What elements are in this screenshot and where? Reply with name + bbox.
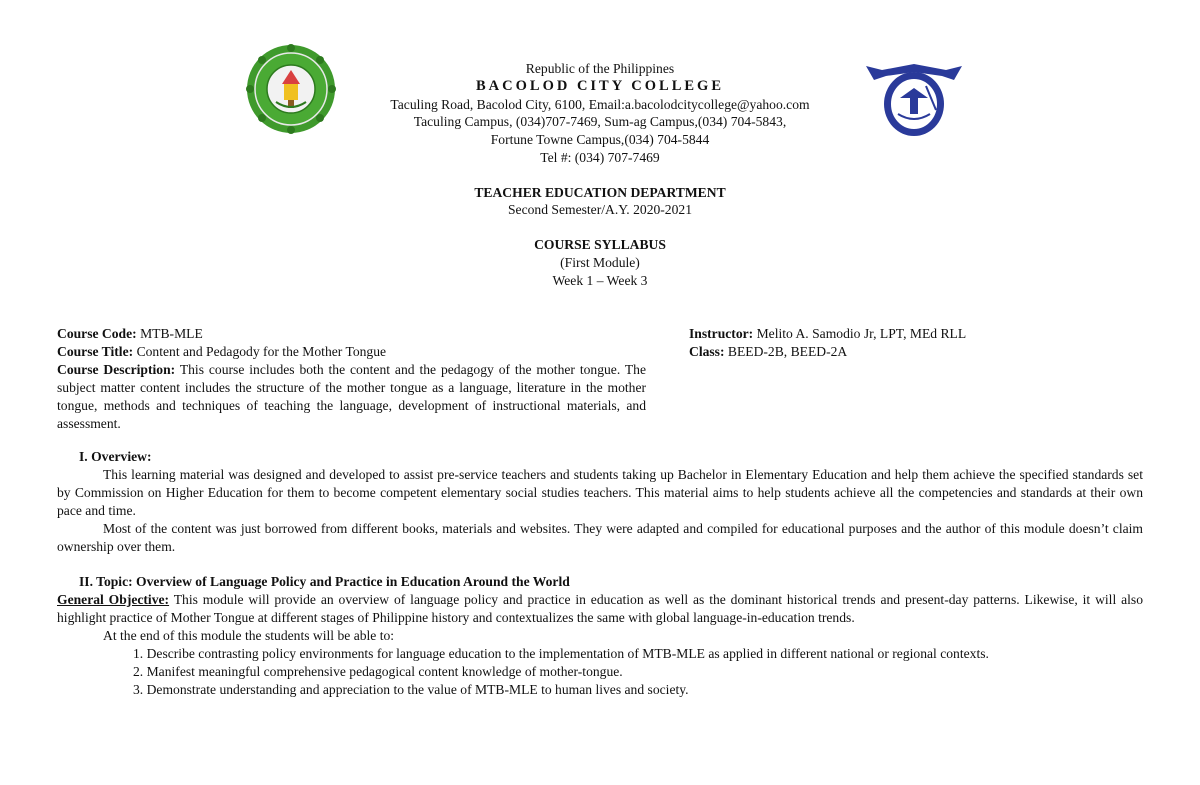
class-row — [689, 343, 1109, 361]
outcome-item: 1. Describe contrasting policy environments for language education to the implementation of MTB-MLE as applied in different national or regional contexts. — [133, 646, 989, 661]
address-line-2: Taculing Campus, (034)707-7469, Sum-ag Campus,(034) 704-5843, — [413, 114, 787, 129]
instructor-info — [689, 325, 1109, 361]
instructor-label: Instructor: — [689, 326, 754, 341]
course-code-row — [57, 325, 646, 343]
course-title-row — [57, 343, 646, 361]
course-code-label: Course Code: — [57, 326, 137, 341]
address-line-3: Fortune Towne Campus,(034) 704-5844 — [490, 132, 710, 147]
course-title-label: Course Title: — [57, 344, 134, 359]
semester-line: Second Semester/A.Y. 2020-2021 — [508, 202, 692, 217]
objective-text: This module will provide an overview of language policy and practice in education as well as the dominant historical trends and present-day patterns. Likewise, it will also highlight practice of Mother Tongue at different stages of Philippine history and contextualizes the same with global language-in-education trends. — [57, 592, 1143, 625]
overview-paragraph-2: Most of the content was just borrowed from different books, materials and websites. They were adapted and compiled for educational purposes and the author of this module doesn’t claim ownership over them. — [57, 521, 1143, 554]
republic-line: Republic of the Philippines — [525, 61, 675, 76]
outcome-item: 2. Manifest meaningful comprehensive pedagogical content knowledge of mother-tongue. — [133, 664, 623, 679]
address-line-1: Taculing Road, Bacolod City, 6100, Email:a.bacolodcitycollege@yahoo.com — [390, 97, 810, 112]
objective-label: General Objective: — [57, 592, 170, 607]
instructor-value: Melito A. Samodio Jr, LPT, MEd RLL — [756, 326, 967, 341]
course-description-text: This course includes both the content and the pedagogy of the mother tongue. The subject matter content includes the structure of the mother tongue as a language, literature in the mother tongue, methods and techniques of teaching the language, development of instructional materials, and assessment. — [57, 362, 647, 431]
instructor-row — [689, 325, 1109, 343]
objective-paragraph — [57, 591, 1143, 627]
course-code-value: MTB-MLE — [140, 326, 203, 341]
syllabus-title: COURSE SYLLABUS — [534, 237, 666, 252]
topic-heading: II. Topic: Overview of Language Policy and Practice in Education Around the World — [79, 574, 570, 589]
course-description-row — [57, 361, 646, 433]
objective-block — [57, 591, 1143, 627]
course-title-value: Content and Pedagody for the Mother Tongue — [136, 344, 387, 359]
overview-body — [57, 466, 1143, 556]
telephone-line: Tel #: (034) 707-7469 — [540, 150, 660, 165]
class-value: BEED-2B, BEED-2A — [727, 344, 848, 359]
outcomes-intro: At the end of this module the students will be able to: — [103, 628, 395, 643]
outcomes-list — [133, 645, 1143, 699]
course-description-label: Course Description: — [57, 362, 176, 377]
outcome-item: 3. Demonstrate understanding and appreciation to the value of MTB-MLE to human lives and society. — [133, 682, 689, 697]
class-label: Class: — [689, 344, 725, 359]
weeks-label: Week 1 – Week 3 — [552, 273, 648, 288]
college-name: BACOLOD CITY COLLEGE — [476, 78, 724, 94]
overview-paragraph-1: This learning material was designed and developed to assist pre-service teachers and students taking up Bachelor in Elementary Education and help them achieve the specified standards set by Commission on Higher Education for them to become competent elementary social studies teachers. This material aims to help students achieve all the competencies and standards at their own pace and time. — [57, 467, 1143, 518]
overview-heading: I. Overview: — [79, 449, 152, 464]
department-name: TEACHER EDUCATION DEPARTMENT — [474, 185, 726, 200]
module-label: (First Module) — [560, 255, 640, 270]
course-info — [57, 325, 646, 433]
